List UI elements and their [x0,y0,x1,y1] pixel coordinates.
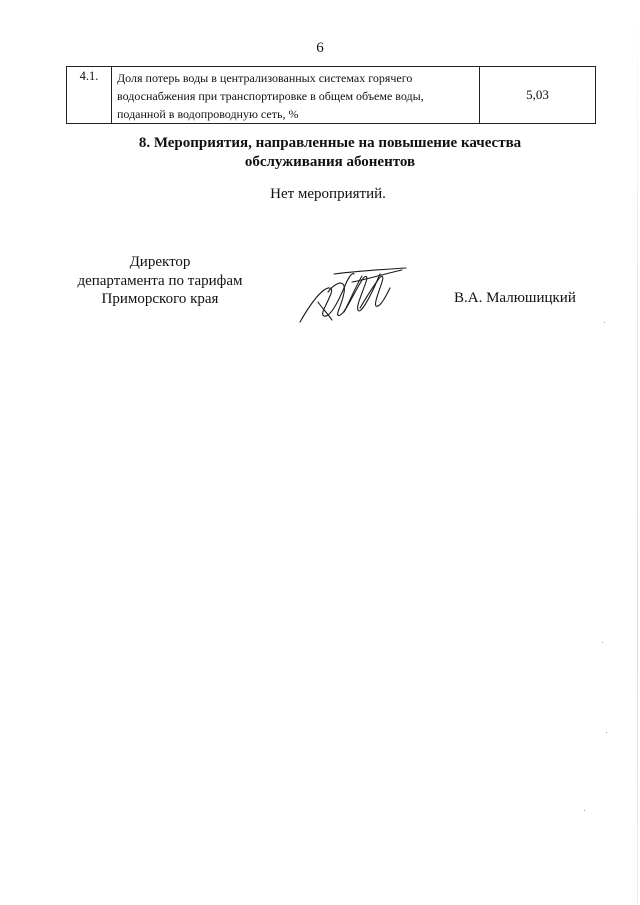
scan-speck [584,810,585,811]
indicators-table [66,66,596,124]
section-heading-line: обслуживания абонентов [244,154,416,170]
row-number-cell: 4.1. [67,67,112,124]
signer-position-line: Приморского края [101,291,219,307]
signer-position-line: департамента по тарифам [77,272,243,289]
section-heading [0,134,640,172]
handwritten-signature [294,262,410,324]
signer-position-line: Директор [129,254,191,270]
table-row [67,67,596,124]
row-value-cell: 5,03 [480,67,596,124]
scan-edge [637,0,638,905]
scan-speck [602,642,603,643]
row-description-cell [112,67,480,124]
section-heading-line: 8. Мероприятия, направленные на повышение качества [138,135,522,151]
signer-name: В.А. Малюшицкий [454,290,576,306]
description-line: водоснабжения при транспортировке в общем объеме воды, [117,89,424,103]
description-line: Доля потерь воды в централизованных системах горячего [117,71,413,85]
page-number: 6 [316,40,324,56]
signer-position [40,253,280,309]
scan-speck [604,322,605,323]
scan-speck [606,732,607,733]
description-line: поданной в водопроводную сеть, % [117,107,299,121]
section-body-text: Нет мероприятий. [270,186,386,202]
